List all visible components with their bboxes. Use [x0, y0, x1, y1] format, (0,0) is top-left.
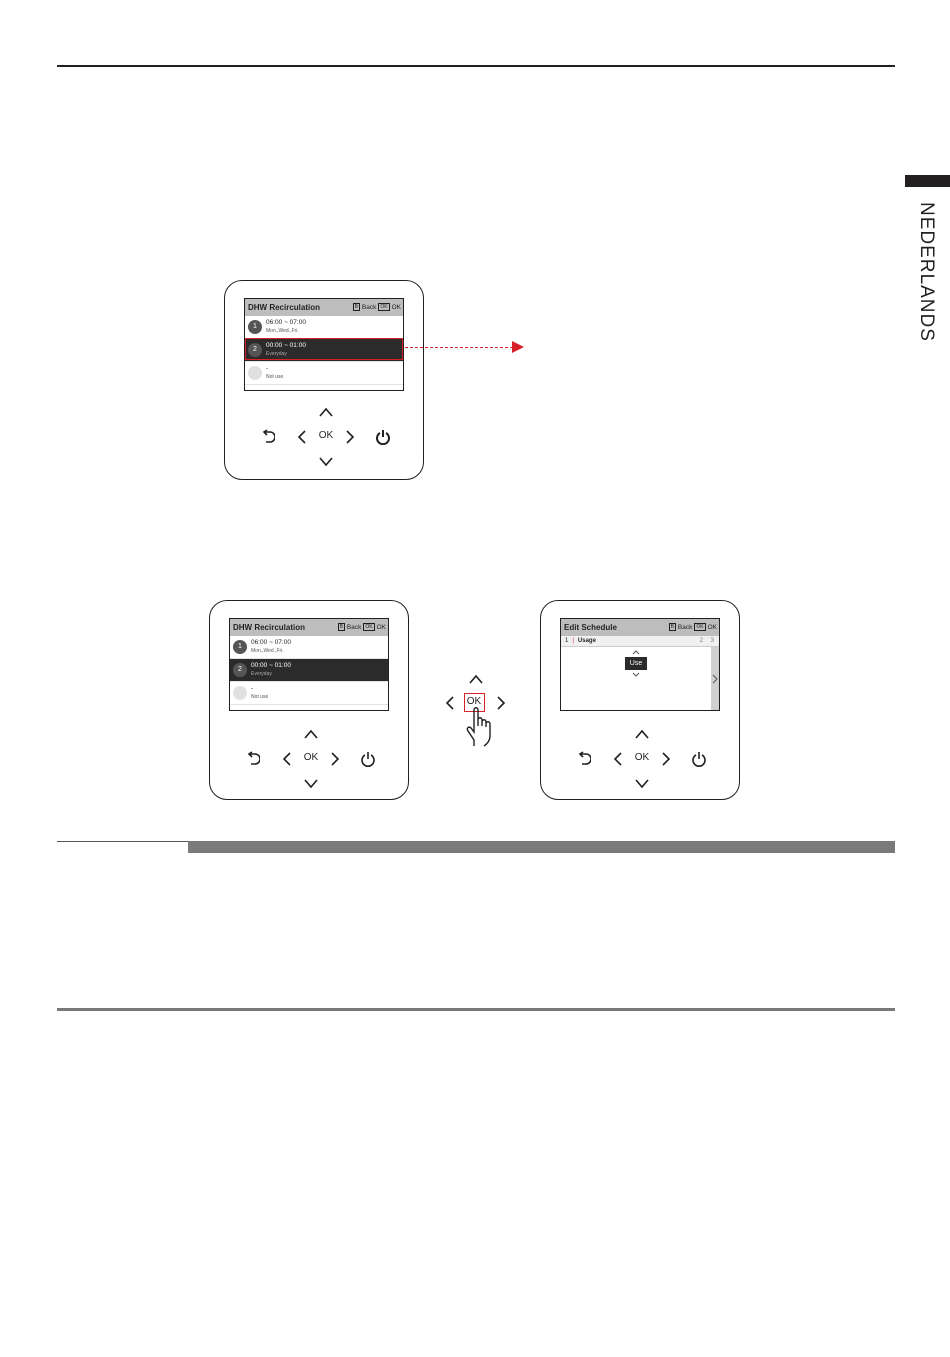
page-2[interactable]: 2: [699, 638, 703, 644]
selection-highlight: [245, 338, 403, 360]
back-icon[interactable]: [577, 751, 591, 767]
ok-button[interactable]: OK: [303, 752, 319, 763]
callout-arrow-line: [405, 347, 513, 348]
row-days: Not use: [266, 374, 284, 380]
row-days: Mon.,Wed.,Fri.: [266, 328, 299, 334]
down-arrow-icon[interactable]: [319, 457, 333, 467]
edit-step-bar: [561, 636, 719, 647]
up-arrow-icon: [469, 674, 483, 684]
ok-key-icon: OK: [696, 624, 704, 630]
row-number: [233, 686, 247, 700]
right-arrow-icon: [496, 696, 506, 710]
screen-header: [230, 619, 388, 636]
language-tab-marker: [905, 175, 950, 187]
section-rule-thin: [57, 841, 188, 842]
left-arrow-icon[interactable]: [282, 752, 292, 766]
ok-button[interactable]: OK: [318, 430, 334, 441]
row-time: 06:00 ~ 07:00: [251, 639, 291, 646]
ok-press-illustration: [440, 668, 512, 750]
power-icon[interactable]: [360, 751, 376, 767]
back-label: Back: [346, 623, 362, 631]
screen-header: [245, 299, 403, 316]
row-number: 1: [233, 640, 247, 654]
screen-title: DHW Recirculation: [248, 303, 321, 312]
down-arrow-icon[interactable]: [304, 779, 318, 789]
schedule-row[interactable]: [230, 636, 388, 659]
up-arrow-icon[interactable]: [304, 729, 318, 739]
dhw-screen-b: [229, 618, 389, 711]
next-chevron-icon: [712, 674, 718, 684]
row-number: 2: [233, 663, 247, 677]
language-label: NEDERLANDS: [916, 202, 937, 342]
right-arrow-icon[interactable]: [330, 752, 340, 766]
usage-value[interactable]: Use: [625, 657, 647, 670]
pointing-hand-icon: [464, 706, 494, 748]
ok-key-icon: OK: [380, 304, 388, 310]
row-time: 06:00 ~ 07:00: [266, 319, 306, 326]
section-header-bar: [188, 841, 895, 853]
ok-button[interactable]: OK: [634, 752, 650, 763]
back-label: Back: [677, 623, 693, 631]
left-arrow-icon: [445, 696, 455, 710]
back-icon[interactable]: [261, 429, 275, 445]
schedule-row[interactable]: [245, 316, 403, 339]
screen-header: [561, 619, 719, 636]
row-number: 1: [248, 320, 262, 334]
top-rule: [57, 65, 895, 67]
value-down-icon[interactable]: [632, 672, 640, 678]
ok-label: OK: [391, 303, 401, 311]
row-time: -: [251, 685, 254, 692]
back-key-icon: B: [670, 624, 674, 630]
power-icon[interactable]: [691, 751, 707, 767]
row-days: Mon.,Wed.,Fri.: [251, 648, 284, 654]
row-time: 00:00 ~ 01:00: [266, 342, 306, 349]
right-arrow-icon[interactable]: [345, 430, 355, 444]
row-days: Not use: [251, 694, 269, 700]
step-separator: |: [572, 638, 574, 644]
back-icon[interactable]: [246, 751, 260, 767]
left-arrow-icon[interactable]: [613, 752, 623, 766]
row-days: Everyday: [266, 351, 287, 357]
row-days: Everyday: [251, 671, 272, 677]
back-label: Back: [361, 303, 377, 311]
next-page-strip[interactable]: [711, 647, 719, 711]
up-arrow-icon[interactable]: [635, 729, 649, 739]
right-arrow-icon[interactable]: [661, 752, 671, 766]
up-arrow-icon[interactable]: [319, 407, 333, 417]
step-number: 1: [565, 638, 569, 644]
value-up-icon[interactable]: [632, 649, 640, 655]
screen-title: DHW Recirculation: [233, 623, 306, 632]
schedule-row[interactable]: [230, 682, 388, 705]
edit-screen: [560, 618, 720, 711]
back-key-icon: B: [354, 304, 358, 310]
ok-label: OK: [466, 696, 482, 707]
power-icon[interactable]: [375, 429, 391, 445]
schedule-row[interactable]: [245, 362, 403, 385]
controller-b: [209, 600, 409, 800]
row-time: 00:00 ~ 01:00: [251, 662, 291, 669]
controller-a: [224, 280, 424, 480]
down-arrow-icon[interactable]: [635, 779, 649, 789]
back-key-icon: B: [339, 624, 343, 630]
ok-label: OK: [707, 623, 717, 631]
callout-arrow-head: [512, 341, 524, 353]
screen-title: Edit Schedule: [564, 623, 617, 632]
schedule-row-selected[interactable]: [230, 659, 388, 682]
left-arrow-icon[interactable]: [297, 430, 307, 444]
controller-c: [540, 600, 740, 800]
ok-label: OK: [376, 623, 386, 631]
dhw-screen-a: [244, 298, 404, 391]
row-number: [248, 366, 262, 380]
bottom-rule: [57, 1008, 895, 1011]
step-field: Usage: [577, 638, 596, 644]
row-time: -: [266, 365, 269, 372]
row-number: 2: [248, 343, 262, 357]
page-3[interactable]: 3: [710, 638, 714, 644]
ok-key-icon: OK: [365, 624, 373, 630]
